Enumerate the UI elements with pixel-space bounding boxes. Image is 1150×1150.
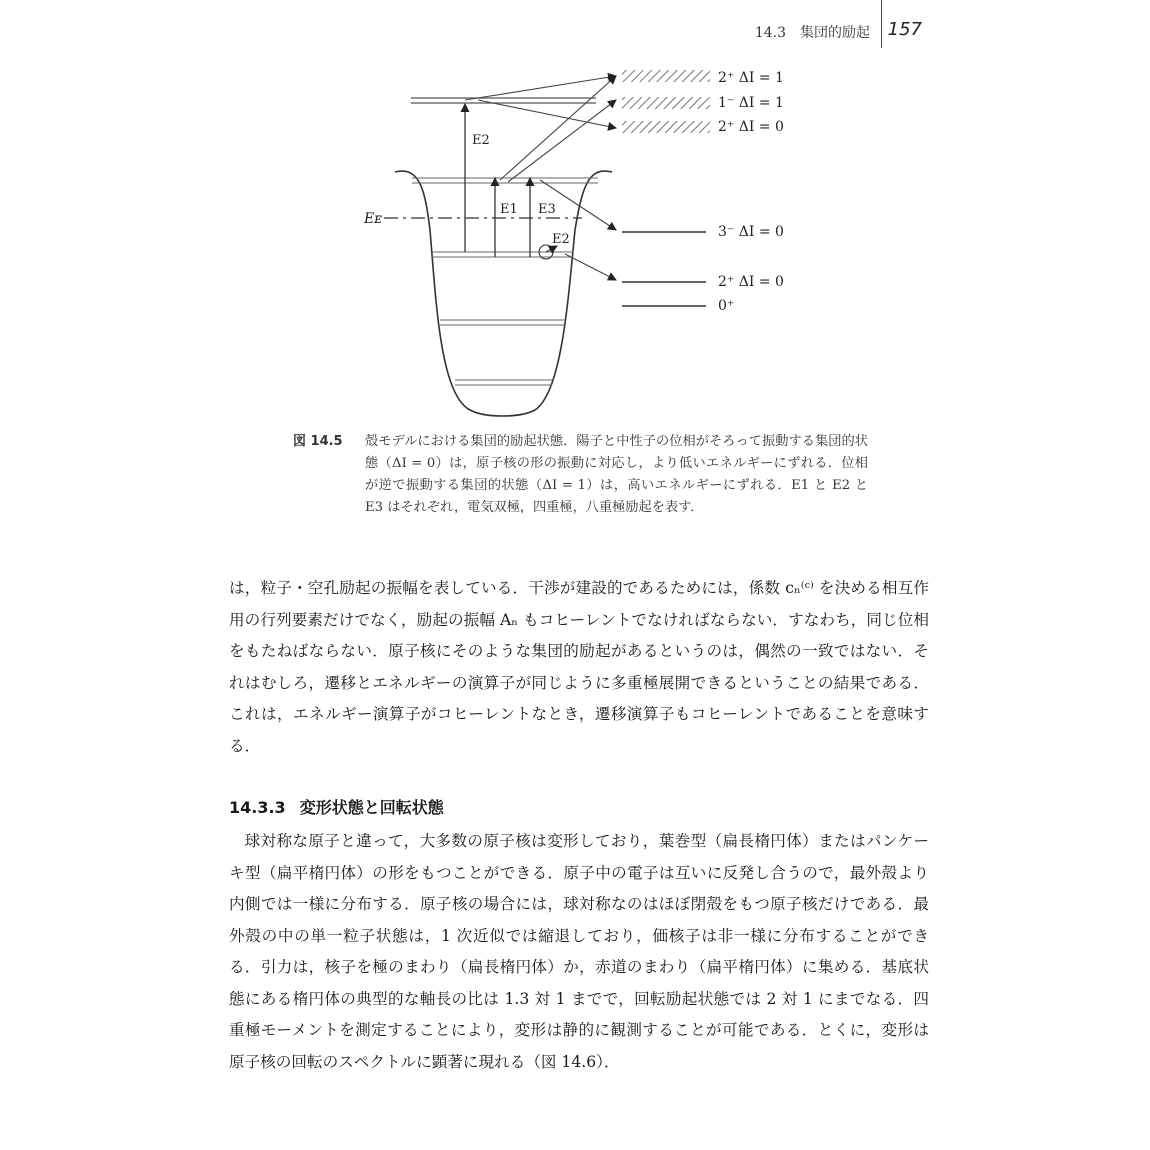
state-label-1: 2⁺ ΔI = 1 — [718, 70, 784, 86]
state-label-3: 2⁺ ΔI = 0 — [718, 119, 784, 135]
hatched-state-2 — [622, 97, 710, 109]
state-label-5: 2⁺ ΔI = 0 — [718, 274, 784, 290]
transition-e2-low: E2 — [552, 232, 570, 247]
header-section-title: 14.3 集団的励起 — [754, 25, 870, 41]
shell-model-figure — [0, 0, 1150, 430]
figure-caption — [293, 431, 868, 519]
subsection-heading — [229, 795, 444, 818]
paragraph-2: 球対称な原子と違って，大多数の原子核は変形しており，葉巻型（扁長楕円体）またはパンケーキ型（扁平楕円体）の形をもつことができる．原子中の電子は互いに反発し合うので，最外殻より内側では一様に分布する．原子核の場合には，球対称なのはほぼ閉殻をもつ原子核だけである．最外殻の中の単一粒子状態は，1 次近似では縮退しており，価核子は非一様に分布することができる．引力は，核子を極のまわり（扁長楕円体）か，赤道のまわり（扁平楕円体）に集める．基底状態にある楕円体の典型的な軸長の比は 1.3 対 1 までで，回転励起状態では 2 対 1 にまでなる．四重極モーメントを測定することにより，変形は静的に観測することが可能である．とくに，変形は原子核の回転のスペクトルに顕著に現れる（図 14.6）． — [229, 832, 929, 1071]
subsection-title: 変形状態と回転状態 — [299, 798, 444, 817]
transition-e2-high: E2 — [472, 133, 490, 148]
caption-label: 図 14.5 — [293, 434, 343, 449]
state-label-4: 3⁻ ΔI = 0 — [718, 224, 784, 240]
subsection-number: 14.3.3 — [229, 798, 286, 817]
fermi-label: Eᴇ — [364, 211, 382, 227]
state-label-6: 0⁺ — [718, 298, 735, 314]
page-number: 157 — [887, 19, 922, 40]
caption-text: 殻モデルにおける集団的励起状態．陽子と中性子の位相がそろって振動する集団的状態（ΔI = 0）は，原子核の形の振動に対応し，より低いエネルギーにずれる．位相が逆で振動する集団的状態（ΔI = 1）は，高いエネルギーにずれる．E1 と E2 と E3 はそれぞれ，電気双極，四重極，八重極励起を表す． — [365, 434, 868, 515]
transition-e3: E3 — [538, 202, 556, 217]
transition-e1: E1 — [500, 202, 518, 217]
hatched-state-1 — [622, 70, 710, 82]
hatched-state-3 — [622, 121, 710, 133]
state-label-2: 1⁻ ΔI = 1 — [718, 95, 784, 111]
upper-levels — [411, 98, 596, 103]
paragraph-1: は，粒子・空孔励起の振幅を表している．干渉が建設的であるためには，係数 cₙ⁽ᶜ⁾ を決める相互作用の行列要素だけでなく，励起の振幅 Aₙ もコヒーレントでなければならない．すなわち，同じ位相をもたねばならない．原子核にそのような集団的励起があるというのは，偶然の一致ではない．それはむしろ，遷移とエネルギーの演算子が同じように多重極展開できるということの結果である．これは，エネルギー演算子がコヒーレントなとき，遷移演算子もコヒーレントであることを意味する． — [229, 579, 929, 755]
excitation-arrows — [465, 104, 530, 257]
